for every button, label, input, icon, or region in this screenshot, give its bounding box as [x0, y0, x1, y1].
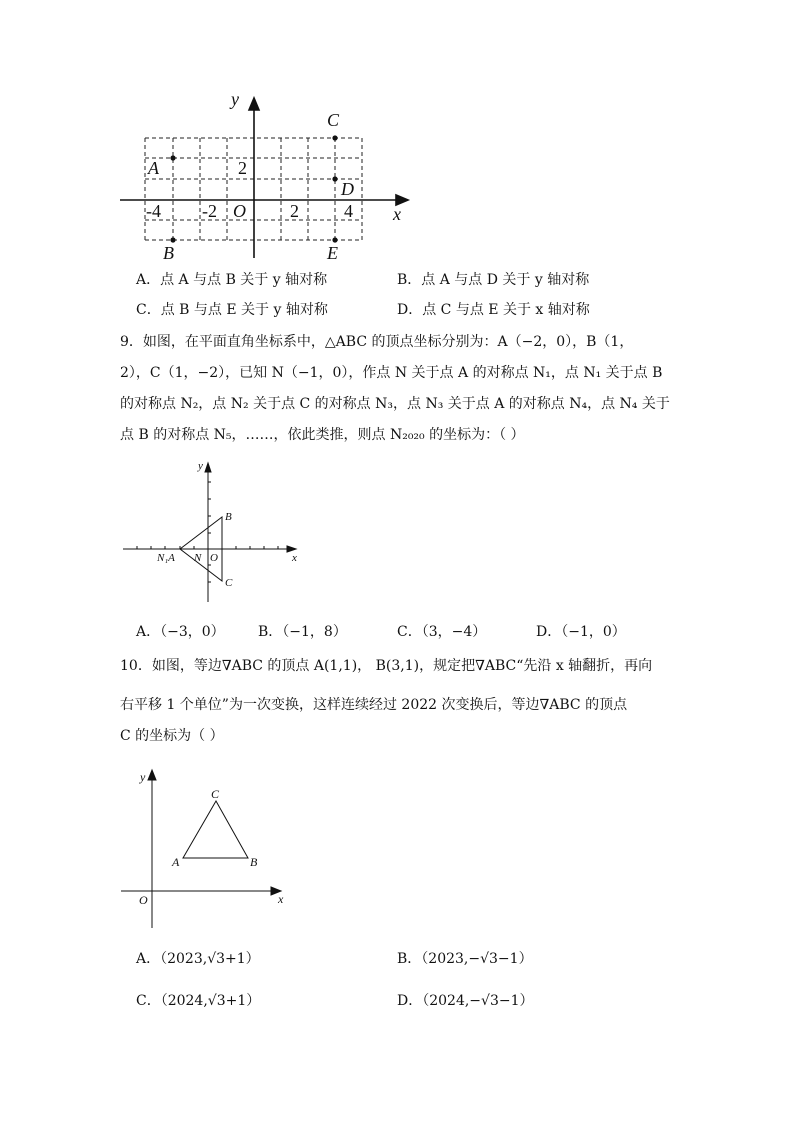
q8-tick-neg2: -2	[202, 201, 217, 221]
q9-label-n1a: N₁A	[157, 552, 175, 564]
q10-triangle-abc	[183, 801, 248, 858]
q10-text-line-2: 右平移 1 个单位”为一次变换，这样连续经过 2022 次变换后，等边∇ABC 的顶点	[120, 697, 628, 713]
q8-point-a	[170, 155, 175, 160]
q8-label-a: A	[148, 158, 159, 178]
q10-option-c[interactable]: C．（2024,√3+1）	[136, 993, 261, 1009]
q10-text-line-1: 10．如图，等边∇ABC 的顶点 A(1,1)， B(3,1)，规定把∇ABC“先沿 x 轴翻折，再向	[120, 658, 653, 674]
q8-label-b: B	[163, 243, 174, 263]
q9-label-c: C	[225, 577, 233, 589]
q9-label-origin: O	[210, 552, 218, 564]
q10-text-line-3: C 的坐标为（ ）	[120, 728, 224, 744]
q10-label-origin: O	[139, 893, 148, 907]
q10-label-c: C	[211, 787, 220, 801]
q9-text-line-1: 9．如图，在平面直角坐标系中，△ABC 的顶点坐标分别为：A（−2，0），B（1，	[120, 334, 634, 350]
q8-label-d: D	[341, 179, 354, 199]
q10-label-x: x	[278, 892, 284, 906]
q8-label-x: x	[393, 204, 401, 224]
q8-tick-2y: 2	[238, 158, 247, 178]
q10-option-d[interactable]: D．（2024,−√3−1）	[397, 993, 534, 1009]
q10-label-b: B	[250, 855, 258, 869]
q8-label-c: C	[327, 110, 340, 130]
q8-tick-neg4: -4	[146, 201, 161, 221]
q10-y-arrow-icon	[148, 770, 156, 780]
q8-point-d	[332, 176, 337, 181]
q9-option-a[interactable]: A．（−3，0）	[136, 624, 225, 640]
q8-label-origin: O	[233, 201, 246, 221]
q8-option-d[interactable]: D．点 C 与点 E 关于 x 轴对称	[397, 302, 590, 318]
q8-option-b[interactable]: B．点 A 与点 D 关于 y 轴对称	[397, 272, 590, 288]
q9-label-y: y	[198, 460, 203, 472]
q8-tick-2x: 2	[290, 201, 299, 221]
q10-option-b[interactable]: B．（2023,−√3−1）	[397, 951, 533, 967]
q8-grid-figure	[110, 88, 420, 268]
q8-option-c[interactable]: C．点 B 与点 E 关于 y 轴对称	[136, 302, 328, 318]
q9-label-x: x	[292, 552, 297, 564]
q10-label-y: y	[140, 770, 146, 784]
q8-point-e	[332, 237, 337, 242]
q10-figure	[115, 762, 300, 930]
q9-text-line-3: 的对称点 N₂，点 N₂ 关于点 C 的对称点 N₃，点 N₃ 关于点 A 的对称点 N₄，点 N₄ 关于	[120, 396, 670, 412]
q9-label-b: B	[225, 511, 232, 523]
q8-point-b	[170, 237, 175, 242]
q9-option-d[interactable]: D．（−1，0）	[536, 624, 626, 640]
q9-label-n: N	[194, 552, 202, 564]
q10-label-a: A	[172, 855, 180, 869]
q9-option-c[interactable]: C．（3，−4）	[397, 624, 487, 640]
q9-option-b[interactable]: B．（−1，8）	[258, 624, 347, 640]
q8-tick-4x: 4	[344, 201, 353, 221]
q8-label-y: y	[231, 89, 239, 109]
q9-text-line-4: 点 B 的对称点 N₅，……，依此类推，则点 N₂₀₂₀ 的坐标为：（ ）	[120, 427, 525, 443]
q10-option-a[interactable]: A．（2023,√3+1）	[136, 951, 260, 967]
q8-point-c	[332, 135, 337, 140]
q9-text-line-2: 2），C（1，−2），已知 N（−1，0），作点 N 关于点 A 的对称点 N₁，点 N₁ 关于点 B	[120, 365, 663, 381]
q9-figure	[115, 455, 315, 610]
q8-option-a[interactable]: A．点 A 与点 B 关于 y 轴对称	[136, 272, 328, 288]
q9-y-arrow-icon	[205, 463, 211, 472]
q8-label-e: E	[327, 243, 338, 263]
q8-y-arrow-icon	[249, 98, 259, 110]
